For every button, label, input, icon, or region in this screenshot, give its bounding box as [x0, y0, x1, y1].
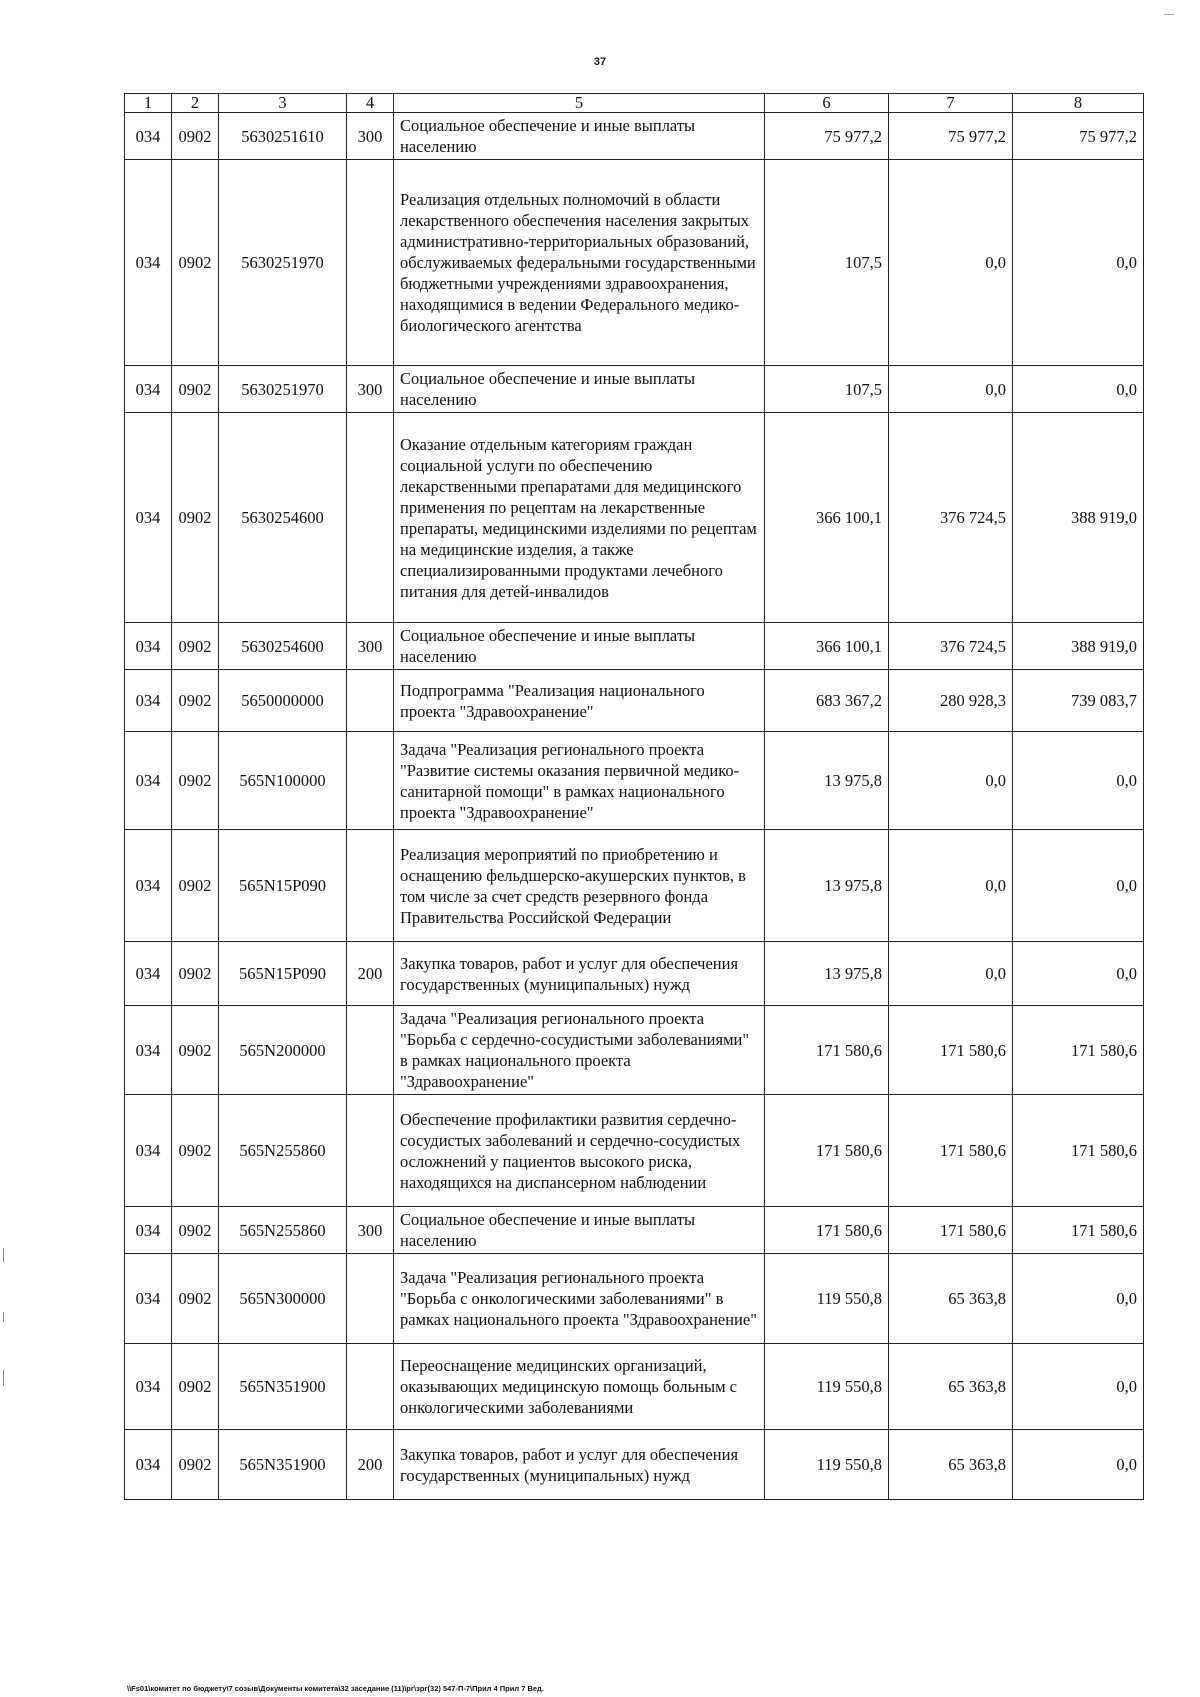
expense-type-cell: 200	[347, 942, 394, 1006]
section-code-cell: 0902	[172, 623, 219, 670]
amount-col8-cell: 388 919,0	[1013, 623, 1144, 670]
column-number-header: 5	[394, 94, 765, 113]
table-row	[125, 732, 1144, 830]
scan-edge-mark	[3, 1312, 4, 1322]
admin-code-cell: 034	[125, 942, 172, 1006]
expense-type-cell	[347, 160, 394, 366]
amount-col6-cell: 366 100,1	[765, 623, 889, 670]
description-cell: Реализация мероприятий по приобретению и оснащению фельдшерско-акушерских пунктов, в том числе за счет средств резервного фонда Правительства Российской Федерации	[394, 830, 765, 942]
amount-col6-cell: 13 975,8	[765, 830, 889, 942]
amount-col8-cell: 0,0	[1013, 942, 1144, 1006]
amount-col6-cell: 119 550,8	[765, 1254, 889, 1344]
amount-col7-cell: 0,0	[889, 732, 1013, 830]
target-article-cell: 5630251970	[219, 160, 347, 366]
amount-col8-cell: 0,0	[1013, 1344, 1144, 1430]
amount-col6-cell: 366 100,1	[765, 413, 889, 623]
admin-code-cell: 034	[125, 1254, 172, 1344]
description-cell: Обеспечение профилактики развития сердечно-сосудистых заболеваний и сердечно-сосудистых осложнений у пациентов высокого риска, находящихся на диспансерном наблюдении	[394, 1095, 765, 1207]
admin-code-cell: 034	[125, 1344, 172, 1430]
expense-type-cell	[347, 1254, 394, 1344]
description-cell: Закупка товаров, работ и услуг для обеспечения государственных (муниципальных) нужд	[394, 1430, 765, 1500]
description-cell: Задача "Реализация регионального проекта "Борьба с сердечно-сосудистыми заболеваниями" в рамках национального проекта "Здравоохранение"	[394, 1006, 765, 1095]
scan-edge-mark	[3, 1370, 4, 1386]
amount-col8-cell: 171 580,6	[1013, 1095, 1144, 1207]
admin-code-cell: 034	[125, 113, 172, 160]
section-code-cell: 0902	[172, 942, 219, 1006]
column-number-header: 3	[219, 94, 347, 113]
expense-type-cell: 300	[347, 113, 394, 160]
amount-col7-cell: 280 928,3	[889, 670, 1013, 732]
expense-type-cell: 300	[347, 366, 394, 413]
column-number-header: 2	[172, 94, 219, 113]
table-row	[125, 366, 1144, 413]
amount-col8-cell: 0,0	[1013, 1430, 1144, 1500]
amount-col6-cell: 683 367,2	[765, 670, 889, 732]
column-number-header: 6	[765, 94, 889, 113]
amount-col8-cell: 739 083,7	[1013, 670, 1144, 732]
amount-col8-cell: 0,0	[1013, 160, 1144, 366]
expense-type-cell: 300	[347, 1207, 394, 1254]
amount-col6-cell: 119 550,8	[765, 1344, 889, 1430]
file-path-footer: \\Fs01\комитет по бюджету\7 созыв\Документы комитета\32 заседание (11)\рг\зрг(32) 547-П-7\Прил 4 Прил 7 Вед.	[127, 1684, 544, 1693]
table-row	[125, 113, 1144, 160]
target-article-cell: 565N200000	[219, 1006, 347, 1095]
section-code-cell: 0902	[172, 670, 219, 732]
description-cell: Подпрограмма "Реализация национального проекта "Здравоохранение"	[394, 670, 765, 732]
scan-mark	[1164, 14, 1174, 15]
target-article-cell: 5630251610	[219, 113, 347, 160]
section-code-cell: 0902	[172, 366, 219, 413]
amount-col8-cell: 171 580,6	[1013, 1207, 1144, 1254]
section-code-cell: 0902	[172, 732, 219, 830]
table-row	[125, 413, 1144, 623]
expense-type-cell	[347, 1006, 394, 1095]
amount-col6-cell: 107,5	[765, 366, 889, 413]
amount-col7-cell: 171 580,6	[889, 1095, 1013, 1207]
amount-col8-cell: 0,0	[1013, 1254, 1144, 1344]
amount-col6-cell: 171 580,6	[765, 1095, 889, 1207]
admin-code-cell: 034	[125, 1095, 172, 1207]
section-code-cell: 0902	[172, 1207, 219, 1254]
section-code-cell: 0902	[172, 1095, 219, 1207]
admin-code-cell: 034	[125, 413, 172, 623]
target-article-cell: 565N100000	[219, 732, 347, 830]
table-row	[125, 623, 1144, 670]
amount-col6-cell: 171 580,6	[765, 1207, 889, 1254]
column-number-header: 4	[347, 94, 394, 113]
admin-code-cell: 034	[125, 732, 172, 830]
column-number-header: 7	[889, 94, 1013, 113]
admin-code-cell: 034	[125, 1207, 172, 1254]
admin-code-cell: 034	[125, 366, 172, 413]
target-article-cell: 565N15P090	[219, 830, 347, 942]
target-article-cell: 565N300000	[219, 1254, 347, 1344]
amount-col7-cell: 65 363,8	[889, 1254, 1013, 1344]
amount-col7-cell: 171 580,6	[889, 1207, 1013, 1254]
admin-code-cell: 034	[125, 160, 172, 366]
amount-col7-cell: 65 363,8	[889, 1344, 1013, 1430]
target-article-cell: 565N351900	[219, 1344, 347, 1430]
target-article-cell: 5650000000	[219, 670, 347, 732]
column-number-header: 1	[125, 94, 172, 113]
target-article-cell: 5630254600	[219, 623, 347, 670]
admin-code-cell: 034	[125, 623, 172, 670]
amount-col6-cell: 107,5	[765, 160, 889, 366]
amount-col6-cell: 75 977,2	[765, 113, 889, 160]
admin-code-cell: 034	[125, 670, 172, 732]
section-code-cell: 0902	[172, 1254, 219, 1344]
target-article-cell: 5630251970	[219, 366, 347, 413]
description-cell: Закупка товаров, работ и услуг для обеспечения государственных (муниципальных) нужд	[394, 942, 765, 1006]
amount-col8-cell: 0,0	[1013, 732, 1144, 830]
section-code-cell: 0902	[172, 413, 219, 623]
section-code-cell: 0902	[172, 113, 219, 160]
description-cell: Социальное обеспечение и иные выплаты населению	[394, 366, 765, 413]
section-code-cell: 0902	[172, 1430, 219, 1500]
amount-col7-cell: 0,0	[889, 830, 1013, 942]
section-code-cell: 0902	[172, 830, 219, 942]
table-row	[125, 1344, 1144, 1430]
table-row	[125, 160, 1144, 366]
table-header-row	[125, 94, 1144, 113]
amount-col8-cell: 0,0	[1013, 830, 1144, 942]
description-cell: Задача "Реализация регионального проекта "Борьба с онкологическими заболеваниями" в рамках национального проекта "Здравоохранение"	[394, 1254, 765, 1344]
expense-type-cell	[347, 830, 394, 942]
expense-type-cell	[347, 732, 394, 830]
amount-col7-cell: 376 724,5	[889, 413, 1013, 623]
amount-col8-cell: 75 977,2	[1013, 113, 1144, 160]
target-article-cell: 565N351900	[219, 1430, 347, 1500]
amount-col8-cell: 171 580,6	[1013, 1006, 1144, 1095]
table-row	[125, 1254, 1144, 1344]
description-cell: Реализация отдельных полномочий в области лекарственного обеспечения населения закрытых административно-территориальных образований, обслуживаемых федеральными государственными бюджетными учреждениями здравоохранения, находящимися в ведении Федерального медико-биологического агентства	[394, 160, 765, 366]
expense-type-cell	[347, 1095, 394, 1207]
amount-col7-cell: 75 977,2	[889, 113, 1013, 160]
section-code-cell: 0902	[172, 1006, 219, 1095]
target-article-cell: 565N15P090	[219, 942, 347, 1006]
amount-col7-cell: 376 724,5	[889, 623, 1013, 670]
description-cell: Оказание отдельным категориям граждан социальной услуги по обеспечению лекарственными препаратами для медицинского применения по рецептам на лекарственные препараты, медицинскими изделиями по рецептам на медицинские изделия, а также специализированными продуктами лечебного питания для детей-инвалидов	[394, 413, 765, 623]
amount-col6-cell: 13 975,8	[765, 942, 889, 1006]
target-article-cell: 565N255860	[219, 1095, 347, 1207]
amount-col8-cell: 0,0	[1013, 366, 1144, 413]
amount-col8-cell: 388 919,0	[1013, 413, 1144, 623]
section-code-cell: 0902	[172, 160, 219, 366]
table-row	[125, 1006, 1144, 1095]
description-cell: Социальное обеспечение и иные выплаты населению	[394, 113, 765, 160]
amount-col7-cell: 0,0	[889, 366, 1013, 413]
table-row	[125, 942, 1144, 1006]
expense-type-cell: 300	[347, 623, 394, 670]
column-number-header: 8	[1013, 94, 1144, 113]
expense-type-cell	[347, 413, 394, 623]
admin-code-cell: 034	[125, 1430, 172, 1500]
page-number: 37	[593, 56, 607, 68]
table-row	[125, 1207, 1144, 1254]
admin-code-cell: 034	[125, 1006, 172, 1095]
amount-col6-cell: 13 975,8	[765, 732, 889, 830]
amount-col7-cell: 0,0	[889, 160, 1013, 366]
description-cell: Переоснащение медицинских организаций, оказывающих медицинскую помощь больным с онкологическими заболеваниями	[394, 1344, 765, 1430]
description-cell: Социальное обеспечение и иные выплаты населению	[394, 1207, 765, 1254]
table-row	[125, 830, 1144, 942]
admin-code-cell: 034	[125, 830, 172, 942]
table-row	[125, 1430, 1144, 1500]
table-row	[125, 670, 1144, 732]
expense-type-cell: 200	[347, 1430, 394, 1500]
description-cell: Задача "Реализация регионального проекта "Развитие системы оказания первичной медико-санитарной помощи" в рамках национального проекта "Здравоохранение"	[394, 732, 765, 830]
amount-col6-cell: 119 550,8	[765, 1430, 889, 1500]
description-cell: Социальное обеспечение и иные выплаты населению	[394, 623, 765, 670]
amount-col6-cell: 171 580,6	[765, 1006, 889, 1095]
amount-col7-cell: 0,0	[889, 942, 1013, 1006]
target-article-cell: 5630254600	[219, 413, 347, 623]
expense-type-cell	[347, 670, 394, 732]
amount-col7-cell: 171 580,6	[889, 1006, 1013, 1095]
section-code-cell: 0902	[172, 1344, 219, 1430]
expense-type-cell	[347, 1344, 394, 1430]
scan-edge-mark	[3, 1248, 4, 1262]
table-row	[125, 1095, 1144, 1207]
target-article-cell: 565N255860	[219, 1207, 347, 1254]
budget-table	[124, 93, 1144, 1500]
amount-col7-cell: 65 363,8	[889, 1430, 1013, 1500]
